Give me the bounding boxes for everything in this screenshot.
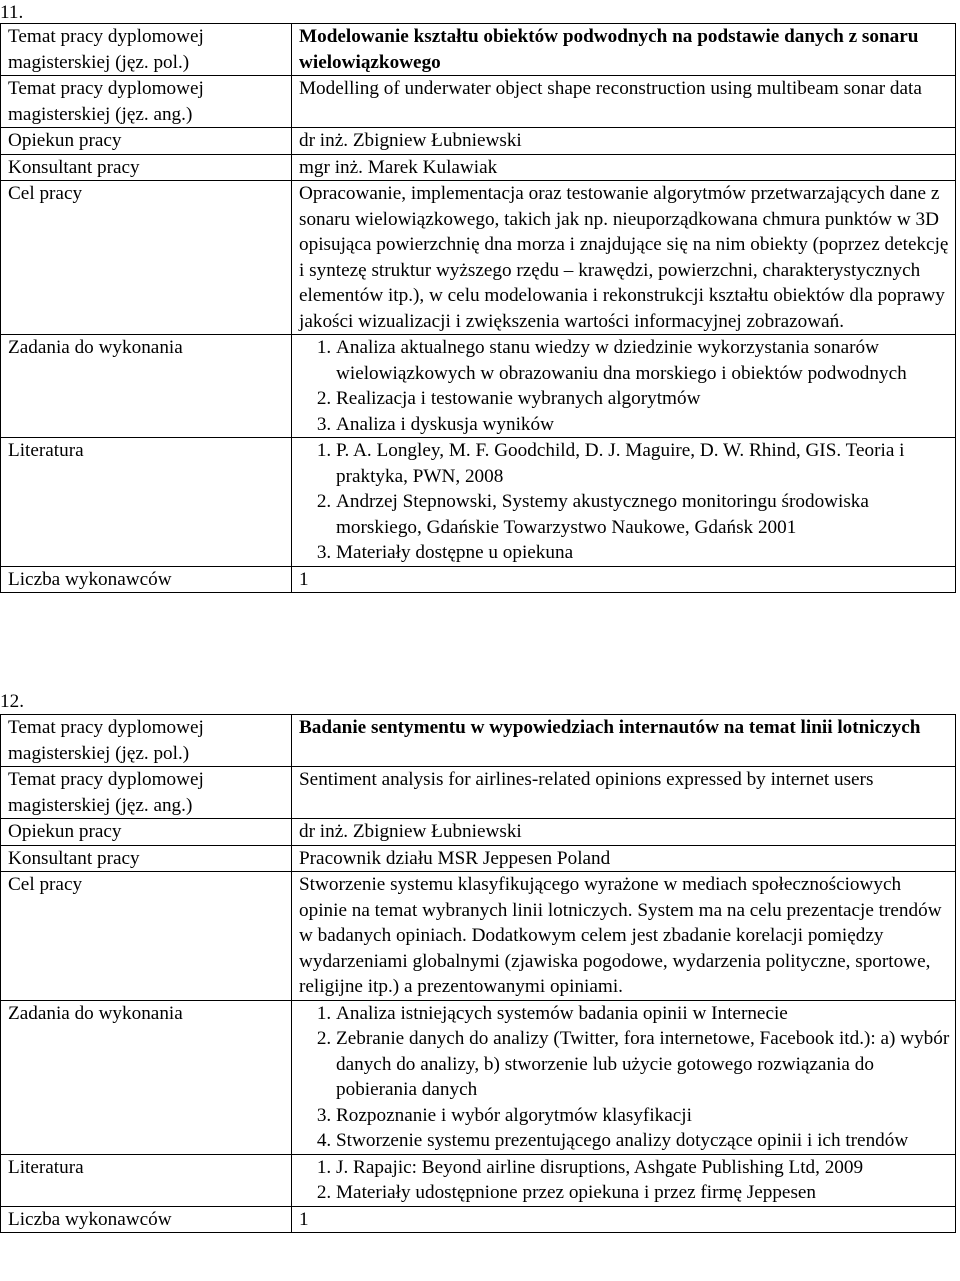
list-item: 4. Stworzenie systemu prezentującego analizy dotyczące opinii i ich trendów: [336, 1128, 951, 1154]
table-row: [1, 335, 956, 438]
row-label: Temat pracy dyplomowej magisterskiej (jęz. ang.): [1, 767, 292, 819]
row-label: Konsultant pracy: [1, 154, 292, 181]
thesis-topic-table: [0, 23, 956, 593]
row-label: Zadania do wykonania: [1, 1000, 292, 1154]
list-item: 1. Analiza istniejących systemów badania opinii w Internecie: [336, 1001, 951, 1027]
supervisor-name: dr inż. Zbigniew Łubniewski: [292, 819, 956, 846]
consultant-name: mgr inż. Marek Kulawiak: [292, 154, 956, 181]
performer-count: 1: [292, 1206, 956, 1233]
list-item: 3. Rozpoznanie i wybór algorytmów klasyfikacji: [336, 1103, 951, 1129]
row-label: Liczba wykonawców: [1, 566, 292, 593]
row-label: Opiekun pracy: [1, 128, 292, 155]
tasks-cell: [292, 335, 956, 438]
list-item: 2. Materiały udostępnione przez opiekuna i przez firmę Jeppesen: [336, 1180, 951, 1206]
topic-title-en: Sentiment analysis for airlines-related opinions expressed by internet users: [292, 767, 956, 819]
table-row: [1, 872, 956, 1001]
row-label: Temat pracy dyplomowej magisterskiej (jęz. pol.): [1, 24, 292, 76]
list-item: 2. Realizacja i testowanie wybranych algorytmów: [336, 386, 951, 412]
topic-title-pl: Modelowanie kształtu obiektów podwodnych na podstawie danych z sonaru wielowiązkowego: [292, 24, 956, 76]
table-row: [1, 566, 956, 593]
list-item: 1. Analiza aktualnego stanu wiedzy w dziedzinie wykorzystania sonarów wielowiązkowych w obrazowaniu dna morskiego i obiektów podwodnych: [336, 335, 951, 386]
list-item: 3. Materiały dostępne u opiekuna: [336, 540, 951, 566]
entry-number: 11.: [0, 2, 24, 23]
literature-list: [299, 438, 951, 566]
table-row: [1, 819, 956, 846]
row-label: Opiekun pracy: [1, 819, 292, 846]
tasks-list: [299, 1001, 951, 1154]
row-label: Literatura: [1, 438, 292, 567]
list-item: 2. Andrzej Stepnowski, Systemy akustycznego monitoringu środowiska morskiego, Gdańskie Towarzystwo Naukowe, Gdańsk 2001: [336, 489, 951, 540]
list-item: 1. P. A. Longley, M. F. Goodchild, D. J. Maguire, D. W. Rhind, GIS. Teoria i praktyka, PWN, 2008: [336, 438, 951, 489]
list-item: 2. Zebranie danych do analizy (Twitter, fora internetowe, Facebook itd.): a) wybór danych do analizy, b) stworzenie lub użycie gotowego rozwiązania do pobierania danych: [336, 1026, 951, 1103]
table-row: [1, 767, 956, 819]
row-label: Temat pracy dyplomowej magisterskiej (jęz. pol.): [1, 715, 292, 767]
consultant-name: Pracownik działu MSR Jeppesen Poland: [292, 845, 956, 872]
table-row: [1, 1206, 956, 1233]
table-row: [1, 128, 956, 155]
row-label: Temat pracy dyplomowej magisterskiej (jęz. ang.): [1, 76, 292, 128]
list-item: 3. Analiza i dyskusja wyników: [336, 412, 951, 438]
row-label: Liczba wykonawców: [1, 1206, 292, 1233]
literature-cell: [292, 1154, 956, 1206]
table-row: [1, 76, 956, 128]
row-label: Literatura: [1, 1154, 292, 1206]
table-row: [1, 24, 956, 76]
table-row: [1, 715, 956, 767]
row-label: Konsultant pracy: [1, 845, 292, 872]
row-label: Cel pracy: [1, 872, 292, 1001]
row-label: Zadania do wykonania: [1, 335, 292, 438]
table-row: [1, 1154, 956, 1206]
table-row: [1, 154, 956, 181]
topic-title-pl: Badanie sentymentu w wypowiedziach internautów na temat linii lotniczych: [292, 715, 956, 767]
list-item: 1. J. Rapajic: Beyond airline disruptions, Ashgate Publishing Ltd, 2009: [336, 1155, 951, 1181]
row-label: Cel pracy: [1, 181, 292, 335]
table-row: [1, 1000, 956, 1154]
supervisor-name: dr inż. Zbigniew Łubniewski: [292, 128, 956, 155]
goal-text: Opracowanie, implementacja oraz testowanie algorytmów przetwarzających dane z sonaru wielowiązkowego, takich jak np. nieuporządkowana chmura punktów w 3D opisująca powierzchnię dna morza i znajdujące się na nim obiekty (poprzez detekcję i syntezę struktur wyższego rzędu – krawędzi, powierzchni, charakterystycznych elementów itp.), w celu modelowania i rekonstrukcji kształtu obiektów dla poprawy jakości wizualizacji i zwiększenia wartości informacyjnej zobrazowań.: [292, 181, 956, 335]
tasks-cell: [292, 1000, 956, 1154]
thesis-topic-table: [0, 714, 956, 1233]
performer-count: 1: [292, 566, 956, 593]
table-row: [1, 438, 956, 567]
topic-title-en: Modelling of underwater object shape reconstruction using multibeam sonar data: [292, 76, 956, 128]
literature-cell: [292, 438, 956, 567]
entry-number: 12.: [0, 691, 24, 712]
literature-list: [299, 1155, 951, 1206]
goal-text: Stworzenie systemu klasyfikującego wyrażone w mediach społecznościowych opinie na temat wybranych linii lotniczych. System ma na celu prezentacje trendów w badanych opiniach. Dodatkowym celem jest zbadanie korelacji pomiędzy wydarzeniami globalnymi (zjawiska pogodowe, wydarzenia polityczne, sportowe, religijne itp.) a prezentowanymi opiniami.: [292, 872, 956, 1001]
table-row: [1, 845, 956, 872]
tasks-list: [299, 335, 951, 437]
table-row: [1, 181, 956, 335]
